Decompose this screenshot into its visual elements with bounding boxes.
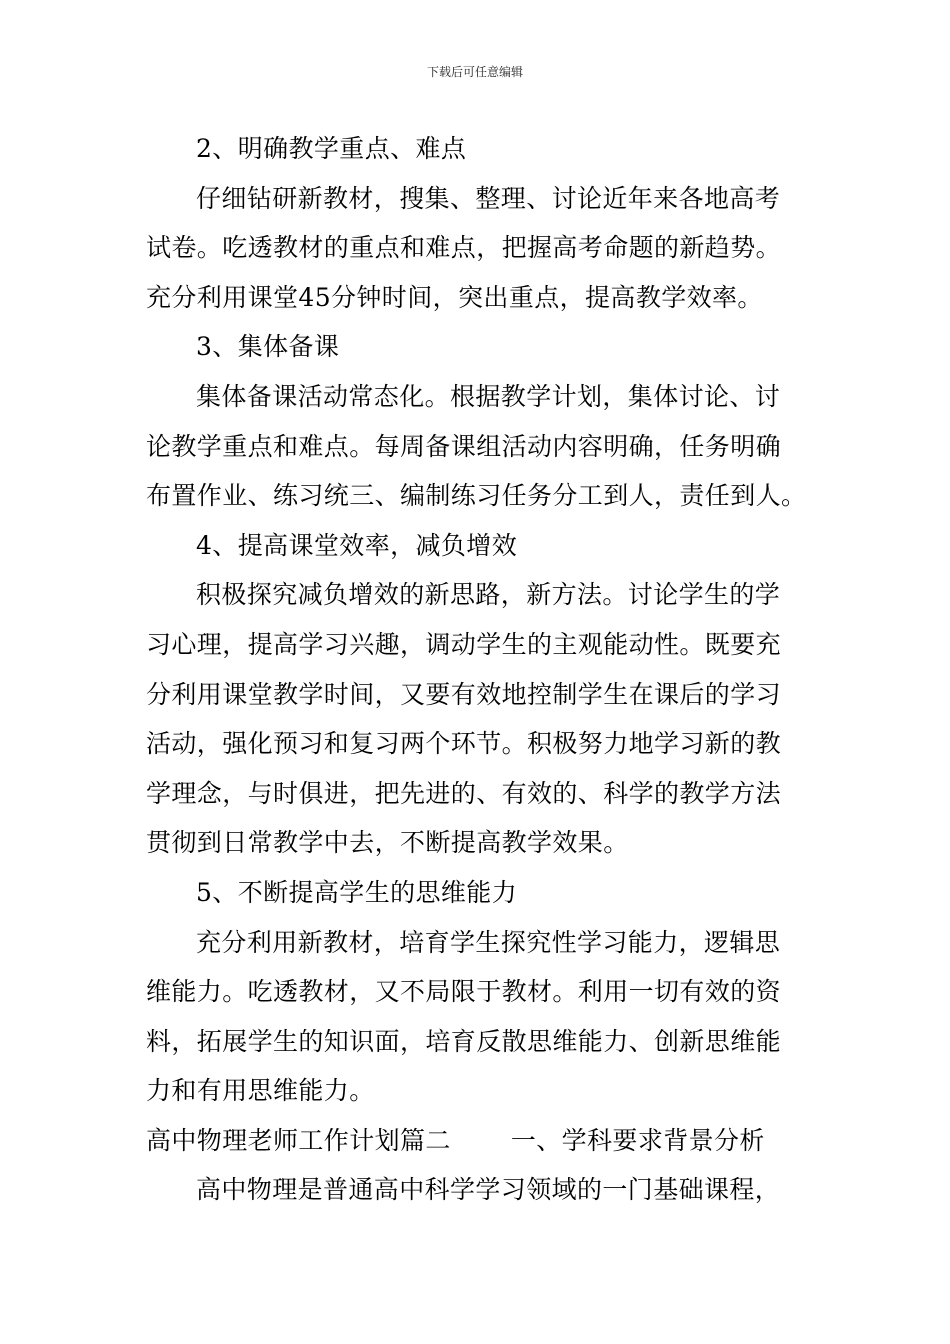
section-subtitle: 一、学科要求背景分析	[510, 1125, 765, 1155]
paragraph-line: 仔细钻研新教材，搜集、整理、讨论近年来各地高考	[196, 183, 781, 213]
paragraph-line: 贯彻到日常教学中去，不断提高教学效果。	[146, 828, 629, 858]
paragraph-line: 力和有用思维能力。	[146, 1076, 375, 1106]
document-body	[146, 124, 816, 1215]
section-heading-line	[146, 1116, 816, 1166]
paragraph-line: 习心理，提高学习兴趣，调动学生的主观能动性。既要充	[146, 629, 782, 659]
section-title: 高中物理老师工作计划篇二	[146, 1125, 451, 1155]
heading-5: 5、不断提高学生的思维能力	[196, 877, 518, 907]
paragraph-line: 分利用课堂教学时间，又要有效地控制学生在课后的学习	[146, 679, 782, 709]
paragraph-line: 布置作业、练习统三、编制练习任务分工到人，责任到人。	[146, 481, 807, 511]
paragraph-line: 高中物理是普通高中科学学习领域的一门基础课程，	[196, 1175, 781, 1205]
heading-4: 4、提高课堂效率，减负增效	[196, 530, 518, 560]
paragraph-line: 充分利用新教材，培育学生探究性学习能力，逻辑思	[196, 927, 781, 957]
paragraph-line: 充分利用课堂45分钟时间，突出重点，提高教学效率。	[146, 282, 763, 312]
heading-2: 2、明确教学重点、难点	[196, 134, 467, 163]
paragraph-line: 试卷。吃透教材的重点和难点，把握高考命题的新趋势。	[146, 233, 782, 263]
paragraph-line: 积极探究减负增效的新思路，新方法。讨论学生的学	[196, 580, 781, 610]
paragraph-line: 集体备课活动常态化。根据教学计划，集体讨论、讨	[196, 381, 781, 411]
paragraph-line: 活动，强化预习和复习两个环节。积极努力地学习新的教	[146, 729, 782, 759]
paragraph-line: 论教学重点和难点。每周备课组活动内容明确，任务明确	[146, 431, 782, 461]
paragraph-line: 学理念，与时俱进，把先进的、有效的、科学的教学方法	[146, 778, 782, 808]
paragraph-line: 维能力。吃透教材，又不局限于教材。利用一切有效的资	[146, 977, 782, 1007]
page-header: 下载后可任意编辑	[426, 65, 523, 79]
heading-3: 3、集体备课	[196, 332, 340, 362]
paragraph-line: 料，拓展学生的知识面，培育反散思维能力、创新思维能	[146, 1026, 782, 1056]
